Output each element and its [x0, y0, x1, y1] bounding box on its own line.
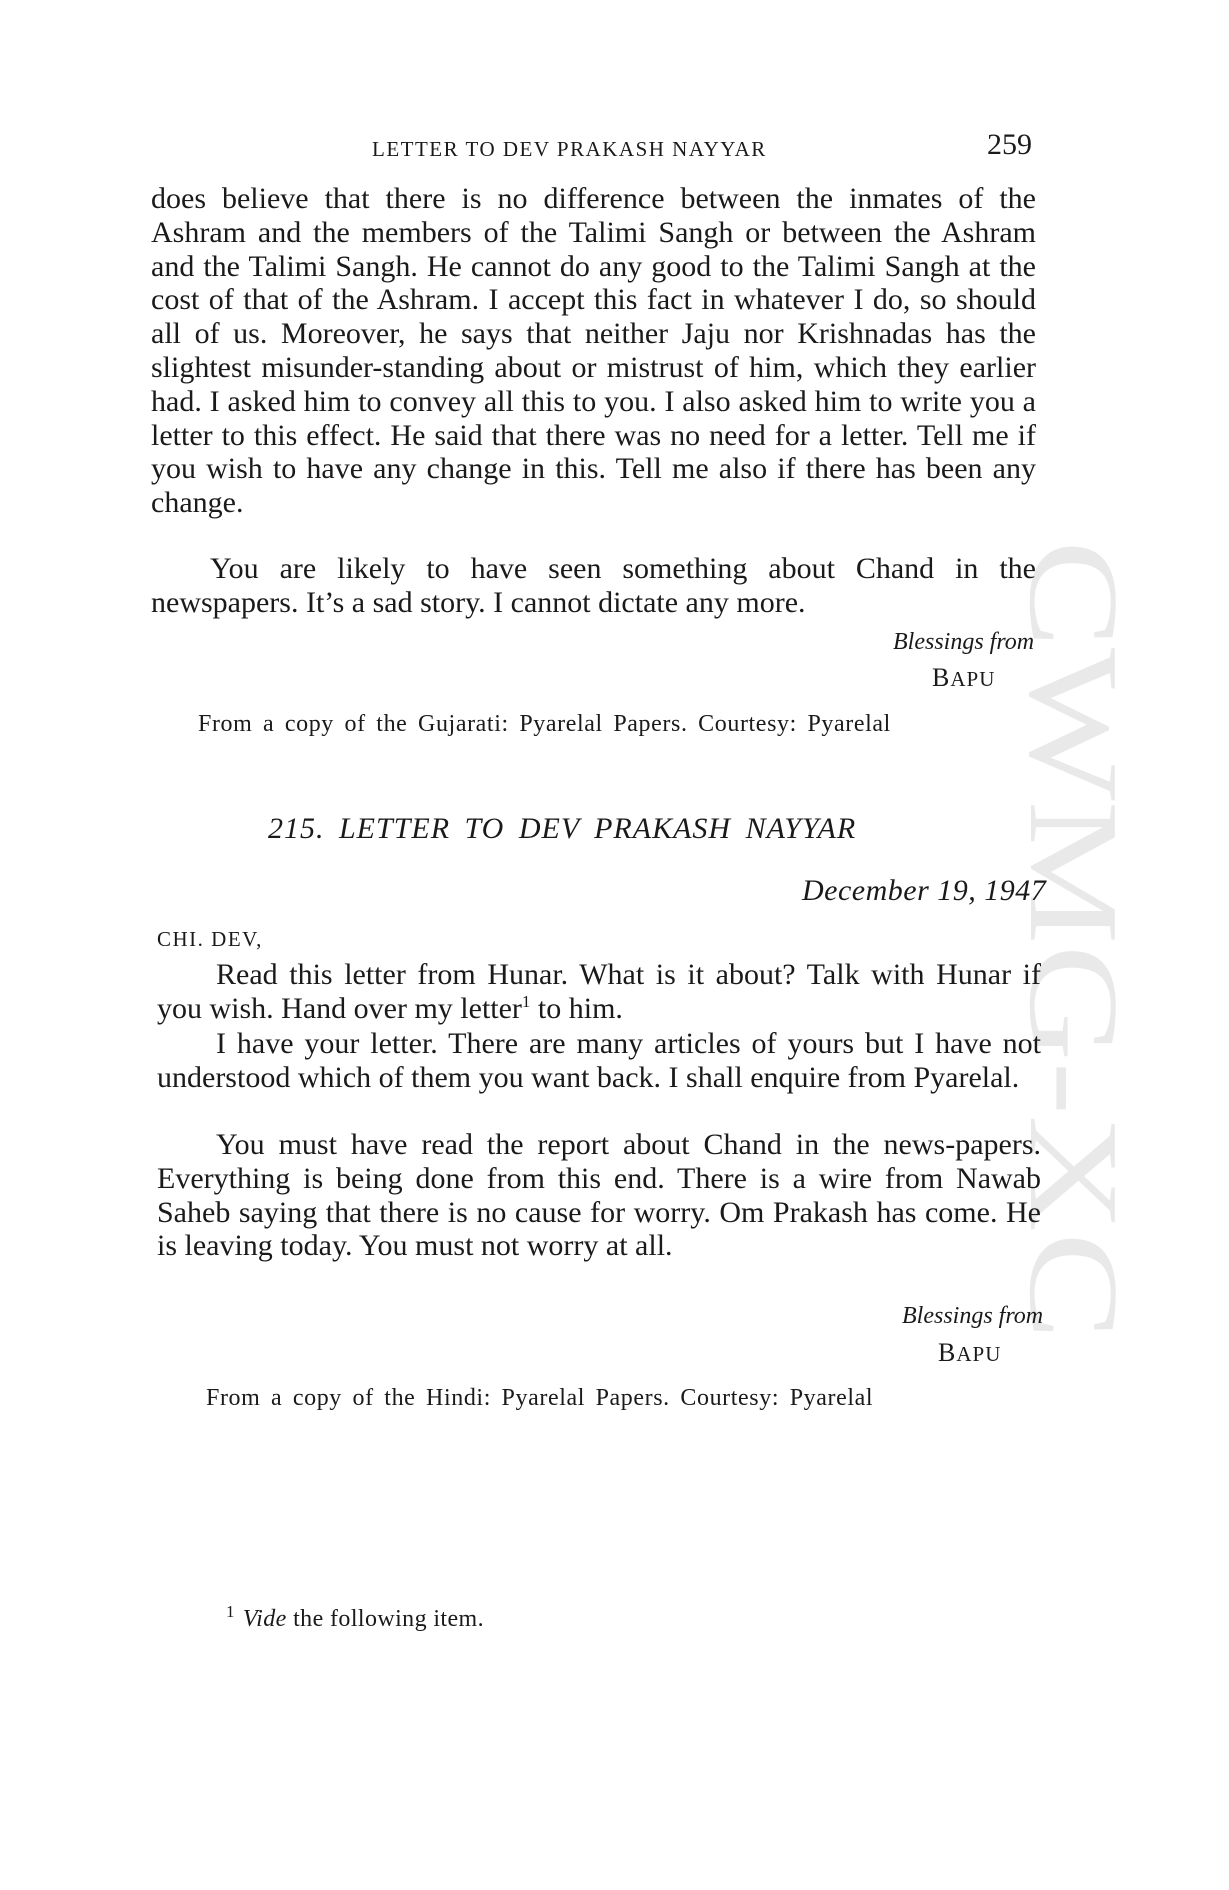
source-note: From a copy of the Gujarati: Pyarelal Papers. Courtesy: Pyarelal	[198, 711, 891, 737]
continued-paragraph: does believe that there is no difference between the inmates of the Ashram and the members of the Talimi Sangh or between the Ashram and the Talimi Sangh. He cannot do any good to the Talimi Sangh at the cost of that of the Ashram. I accept this fact in whatever I do, so should all of us. Moreover, he says that neither Jaju nor Krishnadas has the slightest misunder-standing about or mistrust of him, which they earlier had. I asked him to convey all this to you. I also asked him to write you a letter to this effect. He said that there was no need for a letter. Tell me if you wish to have any change in this. Tell me also if there has been any change.	[151, 182, 1036, 520]
running-head: LETTER TO DEV PRAKASH NAYYAR	[372, 137, 767, 161]
closing-blessings: Blessings from	[893, 629, 1035, 655]
salutation: CHI. DEV,	[157, 927, 263, 951]
page-number: 259	[987, 128, 1032, 161]
letter-heading: 215. LETTER TO DEV PRAKASH NAYYAR	[268, 812, 857, 845]
footnote-reference[interactable]: 1	[521, 991, 531, 1011]
footnote: $^1$ Vide the following item.	[226, 1602, 485, 1632]
continued-paragraph-closing: You are likely to have seen something about Chand in the newspapers. It’s a sad story. I cannot dictate any more.	[151, 552, 1036, 619]
letter-paragraph: You must have read the report about Chand in the news-papers. Everything is being done from this end. There is a wire from Nawab Saheb saying that there is no cause for worry. Om Prakash has come. He is leaving today. You must not worry at all.	[157, 1128, 1041, 1263]
letter-paragraph: I have your letter. There are many articles of yours but I have not understood which of them you want back. I shall enquire from Pyarelal.	[157, 1027, 1041, 1094]
watermark-text: CWMG-XC	[1003, 540, 1145, 1173]
signature: BAPU	[932, 663, 996, 692]
letter-paragraph: Read this letter from Hunar. What is it about? Talk with Hunar if you wish. Hand over my letter$^1$ to him.	[157, 958, 1041, 1025]
letter-date: December 19, 1947	[802, 874, 1047, 907]
source-note: From a copy of the Hindi: Pyarelal Papers. Courtesy: Pyarelal	[206, 1385, 874, 1411]
closing-blessings: Blessings from	[902, 1303, 1044, 1329]
signature: BAPU	[938, 1338, 1002, 1367]
footnote-marker: 1	[226, 1602, 235, 1621]
